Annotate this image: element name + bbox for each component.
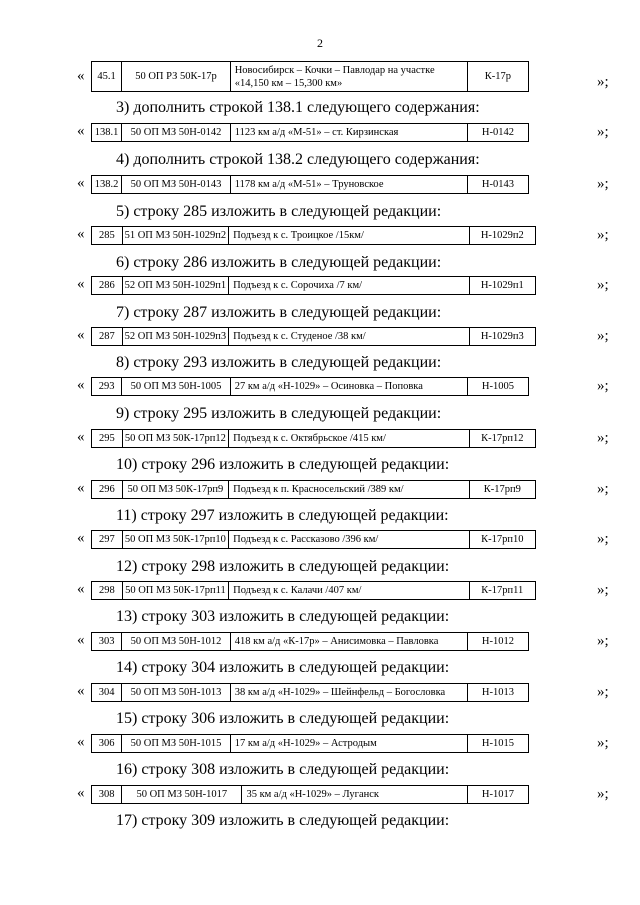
close-quote: »; (597, 328, 609, 344)
road-name: Подъезд к с. Сорочиха /7 км/ (229, 277, 469, 294)
open-quote: « (77, 226, 85, 242)
row-number: 303 (92, 633, 122, 650)
amendment-heading: 11) строку 297 изложить в следующей редакции: (116, 507, 449, 524)
close-quote: »; (597, 176, 609, 192)
road-name: 27 км а/д «Н-1029» – Осиновка – Поповка (231, 378, 468, 395)
road-short-code: Н-0143 (481, 179, 514, 190)
road-name: Подъезд к с. Калачи /407 км/ (229, 582, 469, 599)
road-name: 1123 км а/д «М-51» – ст. Кирзинская (231, 124, 468, 141)
amendment-heading: 4) дополнить строкой 138.2 следующего содержания: (116, 151, 480, 168)
road-short-code: К-17р (484, 71, 512, 82)
road-id: 50 ОП МЗ 50К-17рп10 (123, 531, 230, 548)
row-number: 287 (92, 328, 123, 345)
road-id: 52 ОП МЗ 50Н-1029п1 (123, 277, 230, 294)
road-name: Подъезд к с. Рассказово /396 км/ (229, 531, 469, 548)
amendment-heading: 9) строку 295 изложить в следующей редакции: (116, 405, 442, 422)
amendment-heading: 13) строку 303 изложить в следующей редакции: (116, 608, 450, 625)
road-id: 50 ОП МЗ 50Н-1015 (122, 735, 230, 752)
open-quote: « (77, 429, 85, 445)
close-quote: »; (597, 378, 609, 394)
road-short-code: К-17рп10 (481, 534, 524, 545)
road-id: 50 ОП МЗ 50Н-1005 (122, 378, 230, 395)
road-id: 50 ОП МЗ 50К-17рп12 (123, 430, 230, 447)
open-quote: « (77, 734, 85, 750)
row-number: 45.1 (92, 62, 122, 91)
road-short-code: К-17рп11 (481, 585, 524, 596)
close-quote: »; (597, 74, 609, 90)
open-quote: « (77, 68, 85, 84)
row-number: 295 (92, 430, 123, 447)
row-number: 293 (92, 378, 122, 395)
row-number: 138.2 (92, 176, 122, 193)
road-short-code: Н-1005 (481, 381, 514, 392)
table-row (91, 377, 529, 396)
amendment-heading: 10) строку 296 изложить в следующей редакции: (116, 456, 450, 473)
row-number: 298 (92, 582, 123, 599)
road-short-code: Н-1013 (481, 687, 514, 698)
open-quote: « (77, 581, 85, 597)
road-name: Новосибирск – Кочки – Павлодар на участке «14,150 км – 15,300 км» (231, 62, 468, 91)
road-short-code: Н-0142 (481, 127, 514, 138)
road-id: 51 ОП МЗ 50Н-1029п2 (123, 227, 230, 244)
table-row (91, 480, 536, 499)
row-number: 297 (92, 531, 123, 548)
table-row (91, 327, 536, 346)
road-name: Подъезд к с. Октябрьское /415 км/ (229, 430, 469, 447)
road-name: Подъезд к с. Студеное /38 км/ (229, 328, 469, 345)
page-number: 2 (317, 36, 323, 50)
row-number: 296 (92, 481, 123, 498)
amendment-heading: 12) строку 298 изложить в следующей редакции: (116, 558, 450, 575)
road-name: 418 км а/д «К-17р» – Анисимовка – Павловка (231, 633, 468, 650)
road-short-code: Н-1017 (481, 789, 515, 800)
close-quote: »; (597, 124, 609, 140)
road-name: 17 км а/д «Н-1029» – Астродым (231, 735, 468, 752)
open-quote: « (77, 175, 85, 191)
amendment-heading: 17) строку 309 изложить в следующей редакции: (116, 812, 450, 829)
close-quote: »; (597, 735, 609, 751)
amendment-heading: 6) строку 286 изложить в следующей редакции: (116, 254, 442, 271)
row-number: 304 (92, 684, 122, 701)
close-quote: »; (597, 531, 609, 547)
row-number: 286 (92, 277, 123, 294)
open-quote: « (77, 683, 85, 699)
close-quote: »; (597, 786, 609, 802)
road-short-code: К-17рп9 (483, 484, 521, 495)
close-quote: »; (597, 481, 609, 497)
table-row (91, 175, 529, 194)
close-quote: »; (597, 684, 609, 700)
table-row (91, 581, 536, 600)
road-short-code: Н-1029п3 (480, 331, 524, 342)
road-name: 35 км а/д «Н-1029» – Луганск (242, 786, 468, 803)
row-number: 138.1 (92, 124, 122, 141)
table-row (91, 632, 529, 651)
open-quote: « (77, 276, 85, 292)
open-quote: « (77, 632, 85, 648)
close-quote: »; (597, 633, 609, 649)
road-id: 50 ОП МЗ 50Н-1013 (122, 684, 230, 701)
open-quote: « (77, 480, 85, 496)
amendment-heading: 5) строку 285 изложить в следующей редакции: (116, 203, 442, 220)
amendment-heading: 16) строку 308 изложить в следующей редакции: (116, 761, 450, 778)
open-quote: « (77, 327, 85, 343)
close-quote: »; (597, 227, 609, 243)
close-quote: »; (597, 277, 609, 293)
table-row (91, 683, 529, 702)
table-row (91, 530, 536, 549)
road-id: 50 ОП МЗ 50Н-0143 (122, 176, 230, 193)
road-name: 38 км а/д «Н-1029» – Шейнфельд – Богословка (231, 684, 468, 701)
amendment-heading: 3) дополнить строкой 138.1 следующего содержания: (116, 99, 480, 116)
table-row (91, 429, 536, 448)
row-number: 285 (92, 227, 123, 244)
road-id: 50 ОП МЗ 50К-17рп11 (123, 582, 230, 599)
amendment-heading: 14) строку 304 изложить в следующей редакции: (116, 659, 450, 676)
table-row (91, 61, 529, 92)
table-row (91, 123, 529, 142)
road-id: 52 ОП МЗ 50Н-1029п3 (123, 328, 230, 345)
road-id: 50 ОП РЗ 50К-17р (122, 62, 230, 91)
road-name: 1178 км а/д «М-51» – Труновское (231, 176, 468, 193)
road-short-code: Н-1015 (481, 738, 514, 749)
open-quote: « (77, 123, 85, 139)
open-quote: « (77, 785, 85, 801)
road-id: 50 ОП МЗ 50Н-1017 (122, 786, 242, 803)
road-name: Подъезд к п. Красносельский /389 км/ (229, 481, 469, 498)
table-row (91, 734, 529, 753)
row-number: 308 (92, 786, 122, 803)
amendment-heading: 8) строку 293 изложить в следующей редакции: (116, 354, 442, 371)
table-row (91, 226, 536, 245)
close-quote: »; (597, 430, 609, 446)
road-short-code: Н-1029п2 (480, 230, 524, 241)
close-quote: »; (597, 582, 609, 598)
amendment-heading: 15) строку 306 изложить в следующей редакции: (116, 710, 450, 727)
amendment-heading: 7) строку 287 изложить в следующей редакции: (116, 304, 442, 321)
row-number: 306 (92, 735, 122, 752)
road-short-code: Н-1012 (481, 636, 514, 647)
open-quote: « (77, 377, 85, 393)
road-short-code: К-17рп12 (481, 433, 524, 444)
road-id: 50 ОП МЗ 50К-17рп9 (123, 481, 230, 498)
road-name: Подъезд к с. Троицкое /15км/ (229, 227, 469, 244)
table-row (91, 785, 529, 804)
road-id: 50 ОП МЗ 50Н-1012 (122, 633, 230, 650)
table-row (91, 276, 536, 295)
road-id: 50 ОП МЗ 50Н-0142 (122, 124, 230, 141)
open-quote: « (77, 530, 85, 546)
road-short-code: Н-1029п1 (480, 280, 524, 291)
